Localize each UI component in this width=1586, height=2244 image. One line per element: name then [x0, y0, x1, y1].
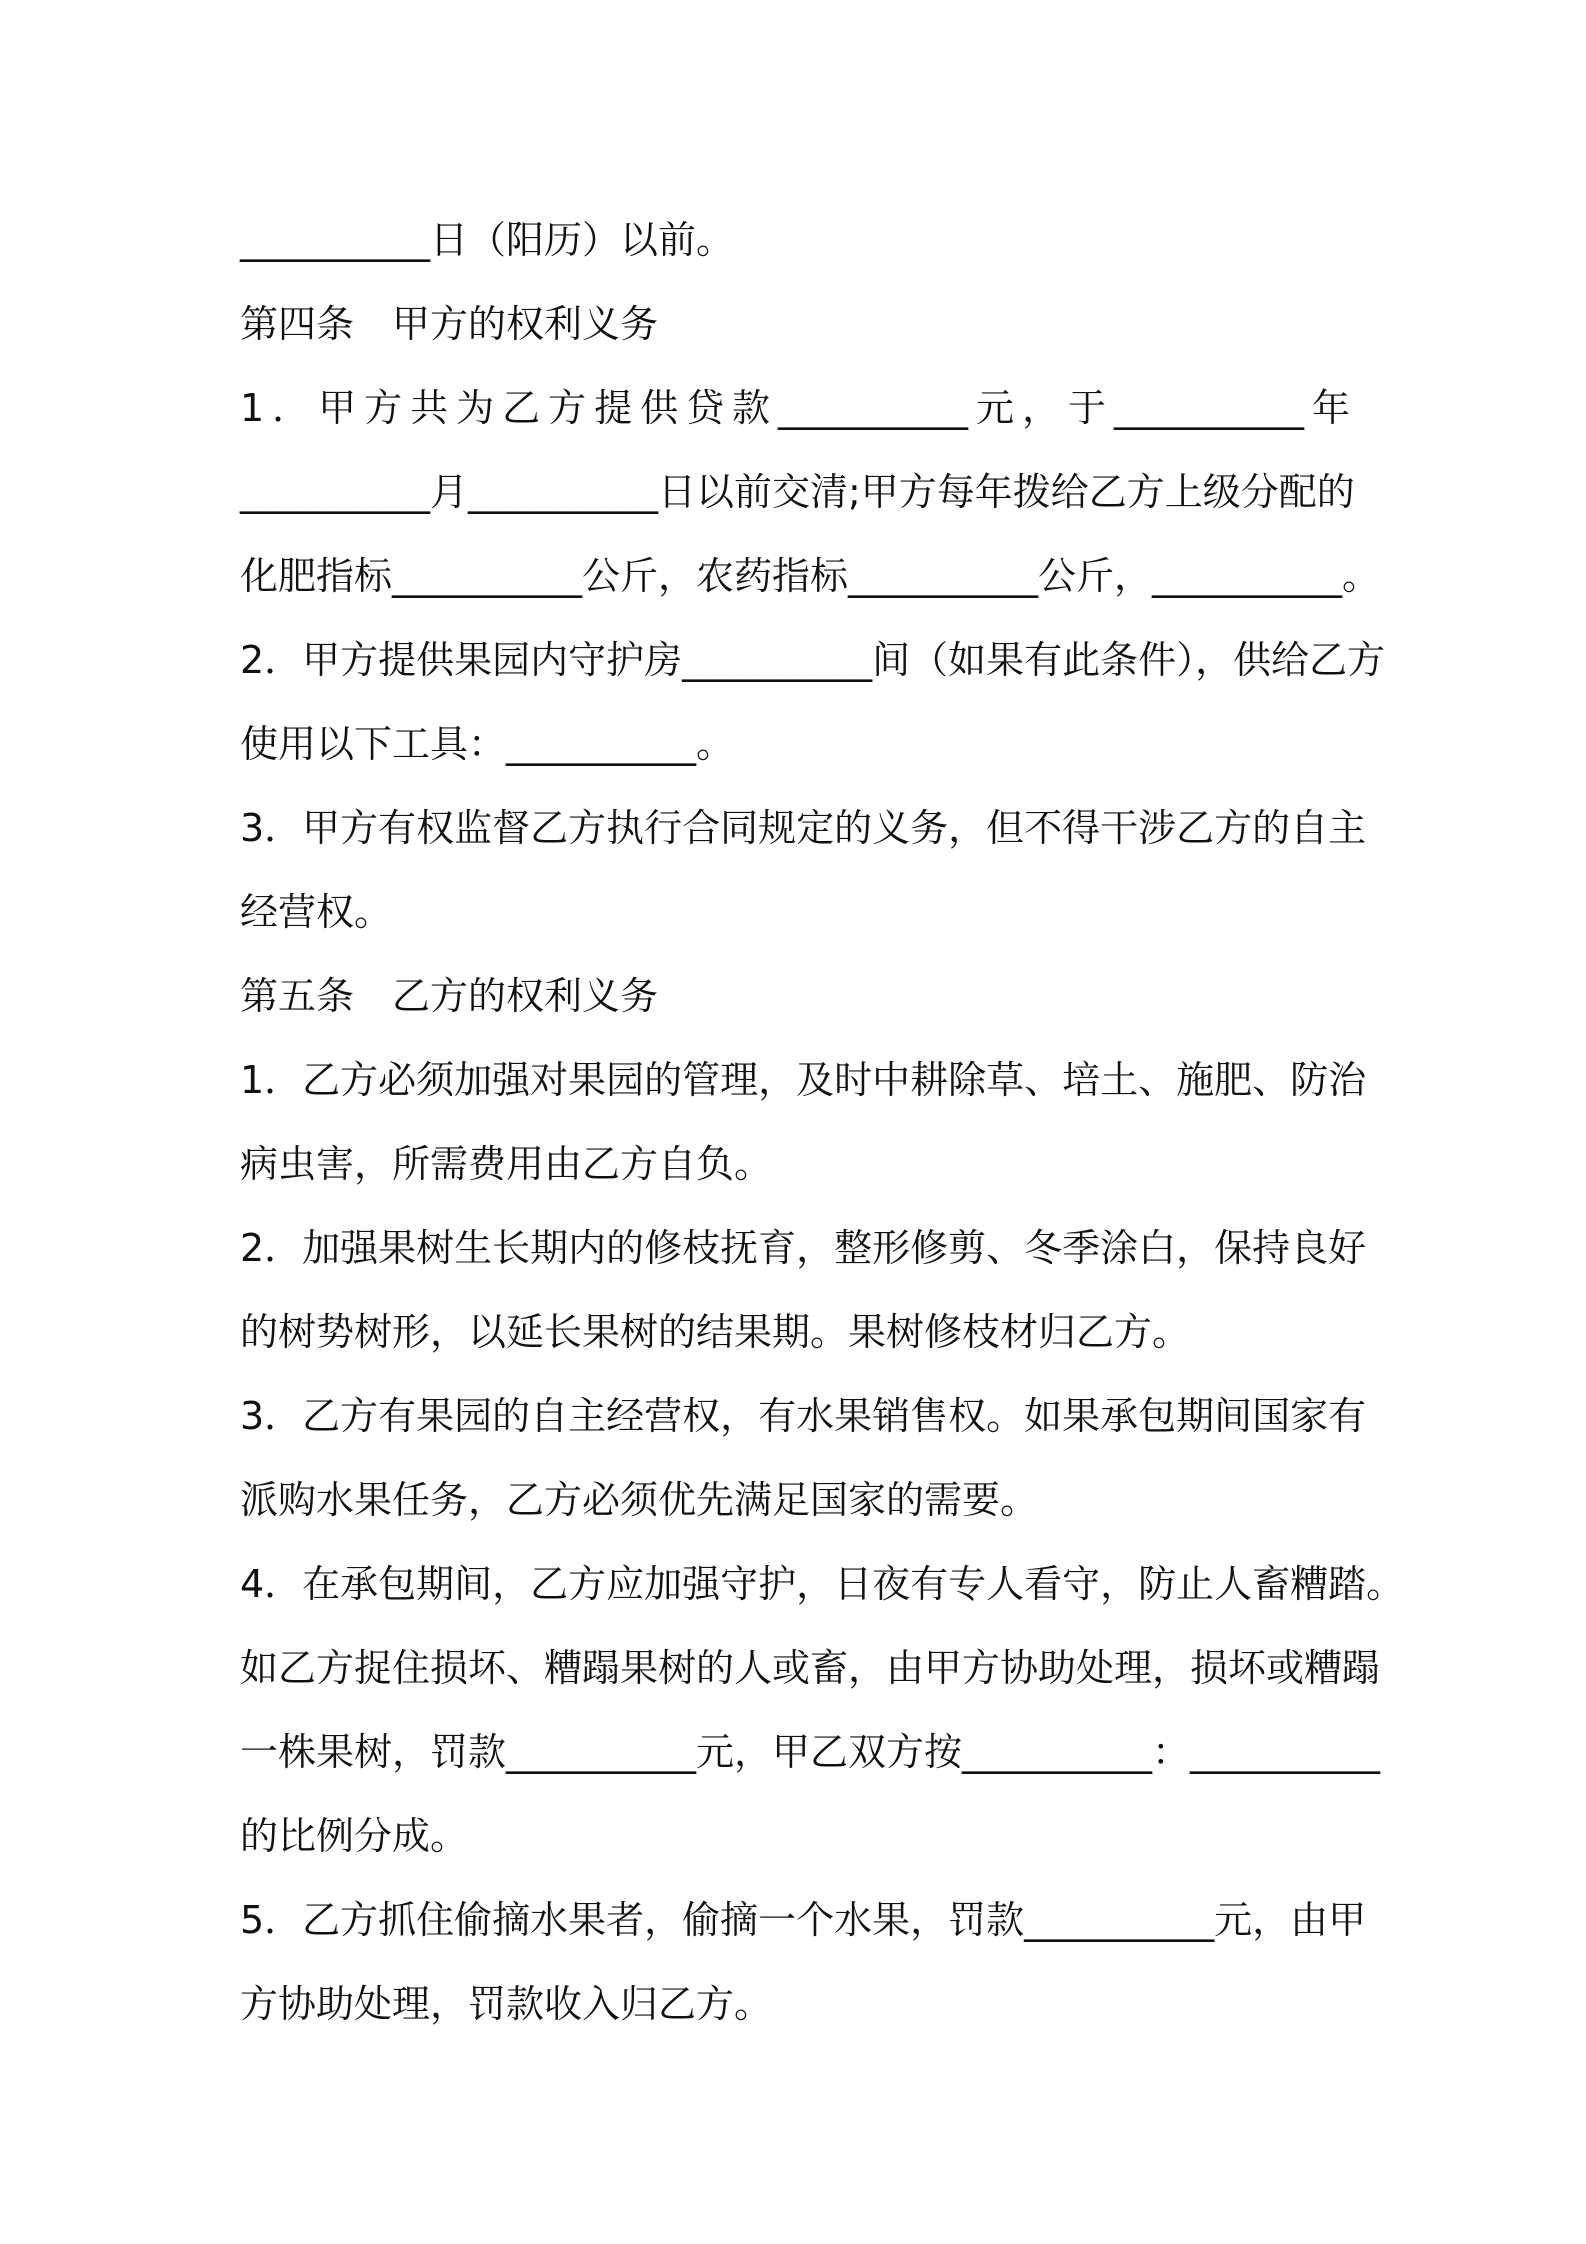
- text-line: 经营权。: [240, 890, 393, 934]
- text-line: 4．在承包期间，乙方应加强守护，日夜有专人看守，防止人畜糟踏。: [240, 1562, 1405, 1606]
- text-line: 化肥指标__________公斤，农药指标__________公斤，__________。: [240, 554, 1381, 598]
- text-line: 1．乙方必须加强对果园的管理，及时中耕除草、培土、施肥、防治: [240, 1058, 1367, 1102]
- text-line: 3．乙方有果园的自主经营权，有水果销售权。如果承包期间国家有: [240, 1394, 1367, 1438]
- text-line: 使用以下工具：__________。: [240, 722, 735, 766]
- text-line: 5．乙方抓住偷摘水果者，偷摘一个水果，罚款__________元，由甲: [240, 1898, 1367, 1942]
- text-line: 派购水果任务，乙方必须优先满足国家的需要。: [240, 1478, 1039, 1522]
- text-line: 2．甲方提供果园内守护房__________间（如果有此条件），供给乙方: [240, 638, 1386, 682]
- text-line: 的树势树形，以延长果树的结果期。果树修枝材归乙方。: [240, 1310, 1191, 1354]
- text-line: 一株果树，罚款__________元，甲乙双方按__________：__________: [240, 1730, 1381, 1774]
- text-line: 的比例分成。: [240, 1814, 469, 1858]
- document-page: [240, 198, 1405, 2046]
- text-line: __________日（阳历）以前。: [240, 218, 735, 262]
- section-heading-article-4: 第四条 甲方的权利义务: [240, 302, 659, 346]
- text-line: 1．甲方共为乙方提供贷款__________元，于__________年: [240, 386, 1350, 430]
- section-heading-article-5: 第五条 乙方的权利义务: [240, 974, 659, 1018]
- text-line: 方协助处理，罚款收入归乙方。: [240, 1982, 773, 2026]
- text-line: __________月__________日以前交清;甲方每年拨给乙方上级分配的: [240, 470, 1355, 514]
- text-line: 如乙方捉住损坏、糟蹋果树的人或畜，由甲方协助处理，损坏或糟蹋: [240, 1646, 1381, 1690]
- text-line: 病虫害，所需费用由乙方自负。: [240, 1142, 773, 1186]
- text-line: 2．加强果树生长期内的修枝抚育，整形修剪、冬季涂白，保持良好: [240, 1226, 1367, 1270]
- text-line: 3．甲方有权监督乙方执行合同规定的义务，但不得干涉乙方的自主: [240, 806, 1367, 850]
